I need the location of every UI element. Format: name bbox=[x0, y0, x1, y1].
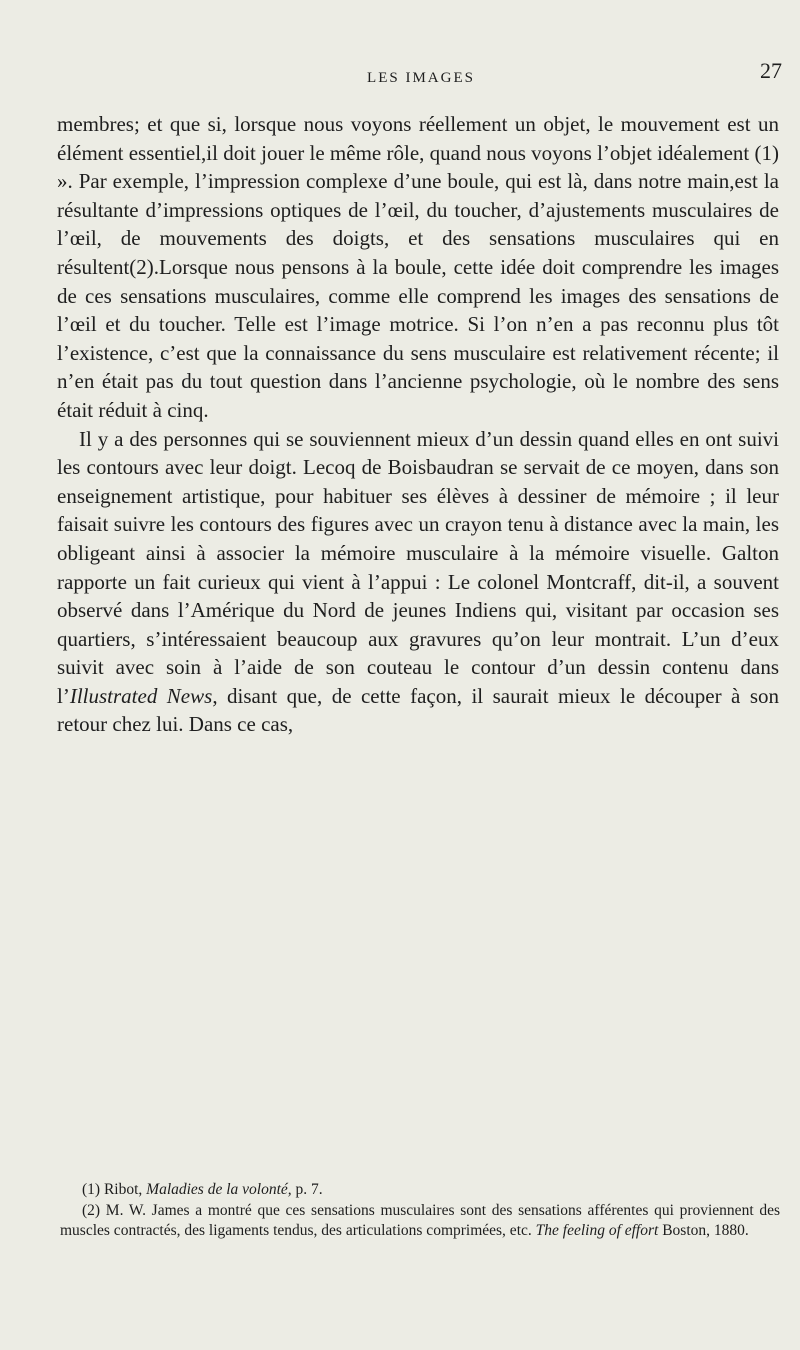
footnotes bbox=[60, 1180, 780, 1242]
footnote-2-text: (2) M. W. James a montré que ces sensations musculaires sont des sensations afférentes qui proviennent des muscles contractés, des ligaments tendus, des articulations comprimées, etc. bbox=[60, 1201, 780, 1239]
page-header bbox=[60, 58, 782, 98]
paragraph-2-italic-title: Illustrated News bbox=[69, 683, 213, 708]
footnote-1-title: Maladies de la volonté, bbox=[146, 1181, 292, 1198]
paragraph-2-text: Il y a des personnes qui se souviennent mieux d’un dessin quand elles en ont suivi les contours avec leur doigt. Lecoq de Boisbaudran se servait de ce moyen, dans son enseignement artistique, pour habituer ses élèves à dessiner de mémoire ; il leur faisait suivre les contours des figures avec un crayon tenu à distance avec la main, les obligeant ainsi à associer la mémoire musculaire à la mémoire visuelle. Galton rapporte un fait curieux qui vient à l’appui : Le colonel Montcraff, dit-il, a souvent observé dans l’Amérique du Nord de jeunes Indiens qui, visitant par occasion ses quartiers, s’intéressaient beaucoup aux gravures qu’on leur montrait. L’un d’eux suivit avec soin à l’aide de son couteau le contour d’un dessin contenu dans l’ bbox=[57, 426, 779, 708]
footnote-2-title: The feeling of effort bbox=[535, 1222, 659, 1239]
footnote-2-end: Boston, 1880. bbox=[658, 1222, 749, 1239]
paragraph-2-text-end: , disant que, de cette façon, il saurait mieux le découper à son retour chez lui. Dans ce cas, bbox=[57, 683, 779, 737]
footnote-1 bbox=[60, 1180, 780, 1201]
paragraph-2 bbox=[57, 425, 779, 740]
footnote-1-text: (1) Ribot, bbox=[82, 1181, 147, 1198]
paragraph-1: membres; et que si, lorsque nous voyons réellement un objet, le mouvement est un élément essentiel,il doit jouer le même rôle, quand nous voyons l’objet idéalement (1) ». Par exemple, l’impression complexe d’une boule, qui est là, dans notre main,est la résultante d’impressions optiques de l’œil, du toucher, d’ajustements musculaires de l’œil, de mouvements des doigts, et des sensations musculaires qui en résultent(2).Lorsque nous pensons à la boule, cette idée doit comprendre les images de ces sensations musculaires, comme elle comprend les images des sensations de l’œil et du toucher. Telle est l’image motrice. Si l’on n’en a pas reconnu plus tôt l’existence, c’est que la connaissance du sens musculaire est relativement récente; il n’en était pas du tout question dans l’ancienne psychologie, où le nombre des sens était réduit à cinq. bbox=[57, 112, 779, 422]
body-text bbox=[57, 110, 779, 739]
page-number: 27 bbox=[760, 58, 782, 83]
footnote-2 bbox=[60, 1201, 780, 1242]
footnote-1-end: p. 7. bbox=[291, 1181, 323, 1198]
running-head: LES IMAGES bbox=[367, 70, 475, 86]
